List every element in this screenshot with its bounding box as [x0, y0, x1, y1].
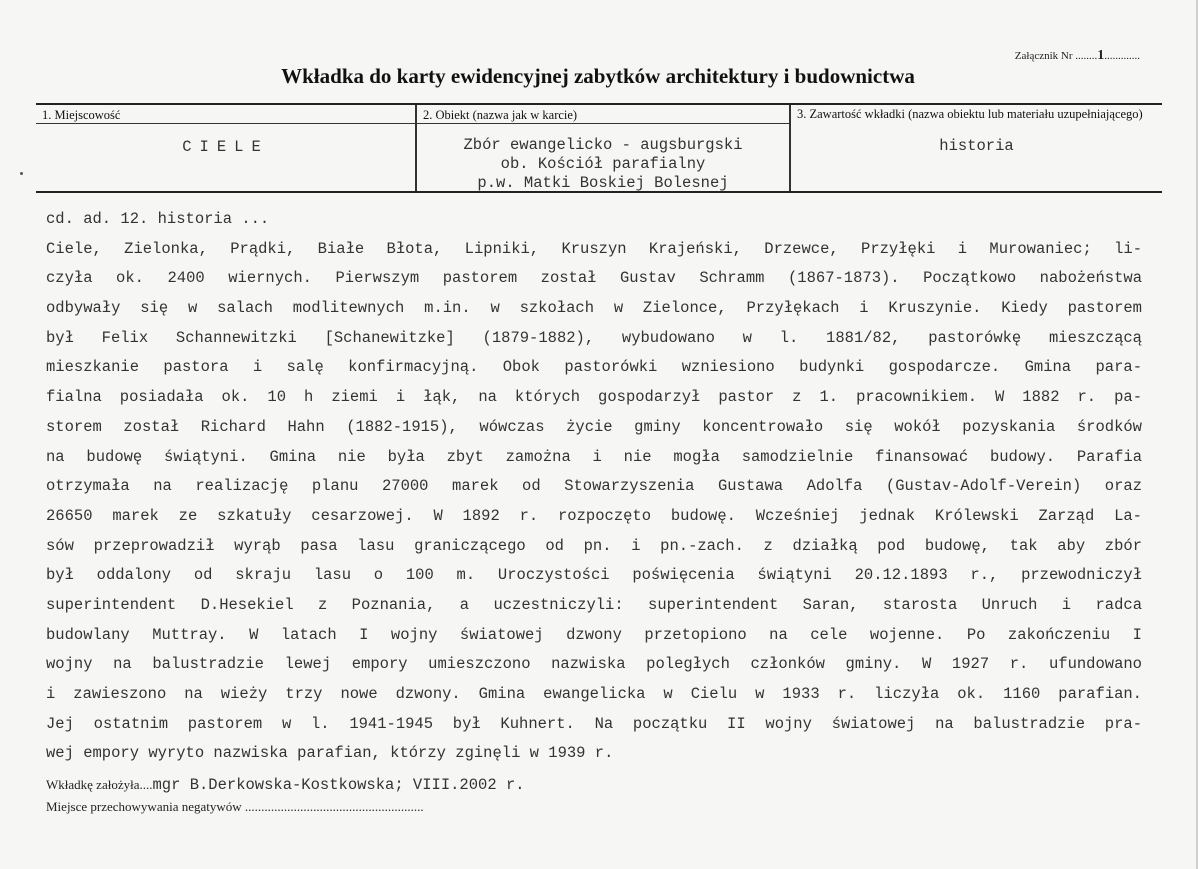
text-line: czyła ok. 2400 wiernych. Pierwszym pastorem został Gustav Schramm (1867-1873). Początkowo nabożeństwa — [46, 269, 1142, 288]
column-object — [415, 105, 789, 191]
object-header: 2. Obiekt (nazwa jak w karcie) — [417, 105, 789, 124]
text-line: wojny na balustradzie lewej empory umieszczono nazwiska poległych członków gminy. W 1927 r. ufundowano — [46, 655, 1142, 674]
annex-dots-after: ............. — [1104, 50, 1140, 62]
document-title: Wkładka do karty ewidencyjnej zabytków architektury i budownictwa — [281, 64, 915, 88]
text-line: 26650 marek ze szkatuły cesarzowej. W 1892 r. rozpoczęto budowę. Wcześniej jednak Królewski Zarząd La- — [46, 506, 1142, 525]
storage-label: Miejsce przechowywania negatywów — [46, 799, 242, 814]
author-value: mgr B.Derkowska-Kostkowska; VIII.2002 r. — [152, 776, 525, 794]
scan-speck — [20, 172, 23, 175]
header-table — [36, 103, 1162, 193]
locality-header: 1. Miejscowość — [36, 105, 415, 124]
text-line: był oddalony od skraju lasu o 100 m. Uroczystości poświęcenia świątyni 20.12.1893 r., przewodniczył — [46, 566, 1142, 585]
text-line: fialna posiadała ok. 10 h ziemi i łąk, na których gospodarzył pastor z 1. pracownikiem. W 1882 r. pa- — [46, 388, 1142, 407]
content-header: 3. Zawartość wkładki (nazwa obiektu lub materiału uzupełniającego) — [797, 107, 1143, 121]
history-text — [46, 205, 1142, 769]
text-line: sów przeprowadził wyrąb pasa lasu graniczącego od pn. i pn.-zach. z działką pod budowę, tak aby zbór — [46, 536, 1142, 555]
text-line-last: wej empory wyryto nazwiska parafian, którzy zginęli w 1939 r. — [46, 744, 614, 763]
column-locality — [36, 105, 415, 191]
column-content — [789, 105, 1162, 191]
text-line: superintendent D.Hesekiel z Poznania, a uczestniczyli: superintendent Saran, starosta Unruch i radca — [46, 595, 1142, 614]
locality-value: CIELE — [182, 138, 269, 156]
object-line: Zbór ewangelicko - augsburgski — [463, 136, 743, 154]
annex-value: 1 — [1097, 48, 1105, 63]
annex-number — [1015, 48, 1140, 64]
author-line — [46, 776, 525, 794]
content-value: historia — [939, 137, 1014, 155]
object-line: ob. Kościół parafialny — [500, 155, 706, 173]
text-line: odbywały się w salach modlitewnych m.in. w szkołach w Zielonce, Przyłękach i Kruszynie. Kiedy pastorem — [46, 299, 1142, 318]
text-line: otrzymała na realizację planu 27000 marek od Stowarzyszenia Gustawa Adolfa (Gustav-Adolf-Verein) oraz — [46, 477, 1142, 496]
object-value — [417, 136, 789, 193]
annex-label: Załącznik Nr — [1014, 50, 1073, 62]
annex-dots: ........ — [1075, 50, 1098, 62]
text-line: na budowę świątyni. Gmina nie była zbyt zamożna i nie mogła samodzielnie finansować budowy. Parafia — [46, 447, 1142, 466]
object-line: p.w. Matki Boskiej Bolesnej — [477, 174, 729, 192]
text-line: i zawieszono na wieży trzy nowe dzwony. Gmina ewangelicka w Cielu w 1933 r. liczyła ok. 1160 parafian. — [46, 685, 1142, 703]
storage-dots: ....................................................... — [244, 799, 424, 814]
text-line: Ciele, Zielonka, Prądki, Białe Błota, Lipniki, Kruszyn Krajeński, Drzewce, Przyłęki i Murowaniec; li- — [46, 239, 1142, 258]
text-line: mieszkanie pastora i salę konfirmacyjną. Obok pastorówki wzniesiono budynki gospodarcze. Gmina para- — [46, 358, 1142, 377]
text-line: Jej ostatnim pastorem w l. 1941-1945 był Kuhnert. Na początku II wojny światowej na balustradzie pra- — [46, 714, 1142, 733]
author-label: Wkładkę założyła.... — [46, 777, 153, 792]
text-line: storem został Richard Hahn (1882-1915), wówczas życie gminy koncentrowało się wokół pozyskania środków — [46, 417, 1142, 436]
intro-line: cd. ad. 12. historia ... — [46, 210, 270, 228]
text-line: budowlany Muttray. W latach I wojny światowej dzwony przetopiono na cele wojenne. Po zakończeniu I — [46, 625, 1142, 644]
storage-line — [46, 799, 424, 815]
text-line: był Felix Schannewitzki [Schanewitzke] (1879-1882), wybudowano w l. 1881/82, pastorówkę mieszczącą — [46, 328, 1142, 347]
